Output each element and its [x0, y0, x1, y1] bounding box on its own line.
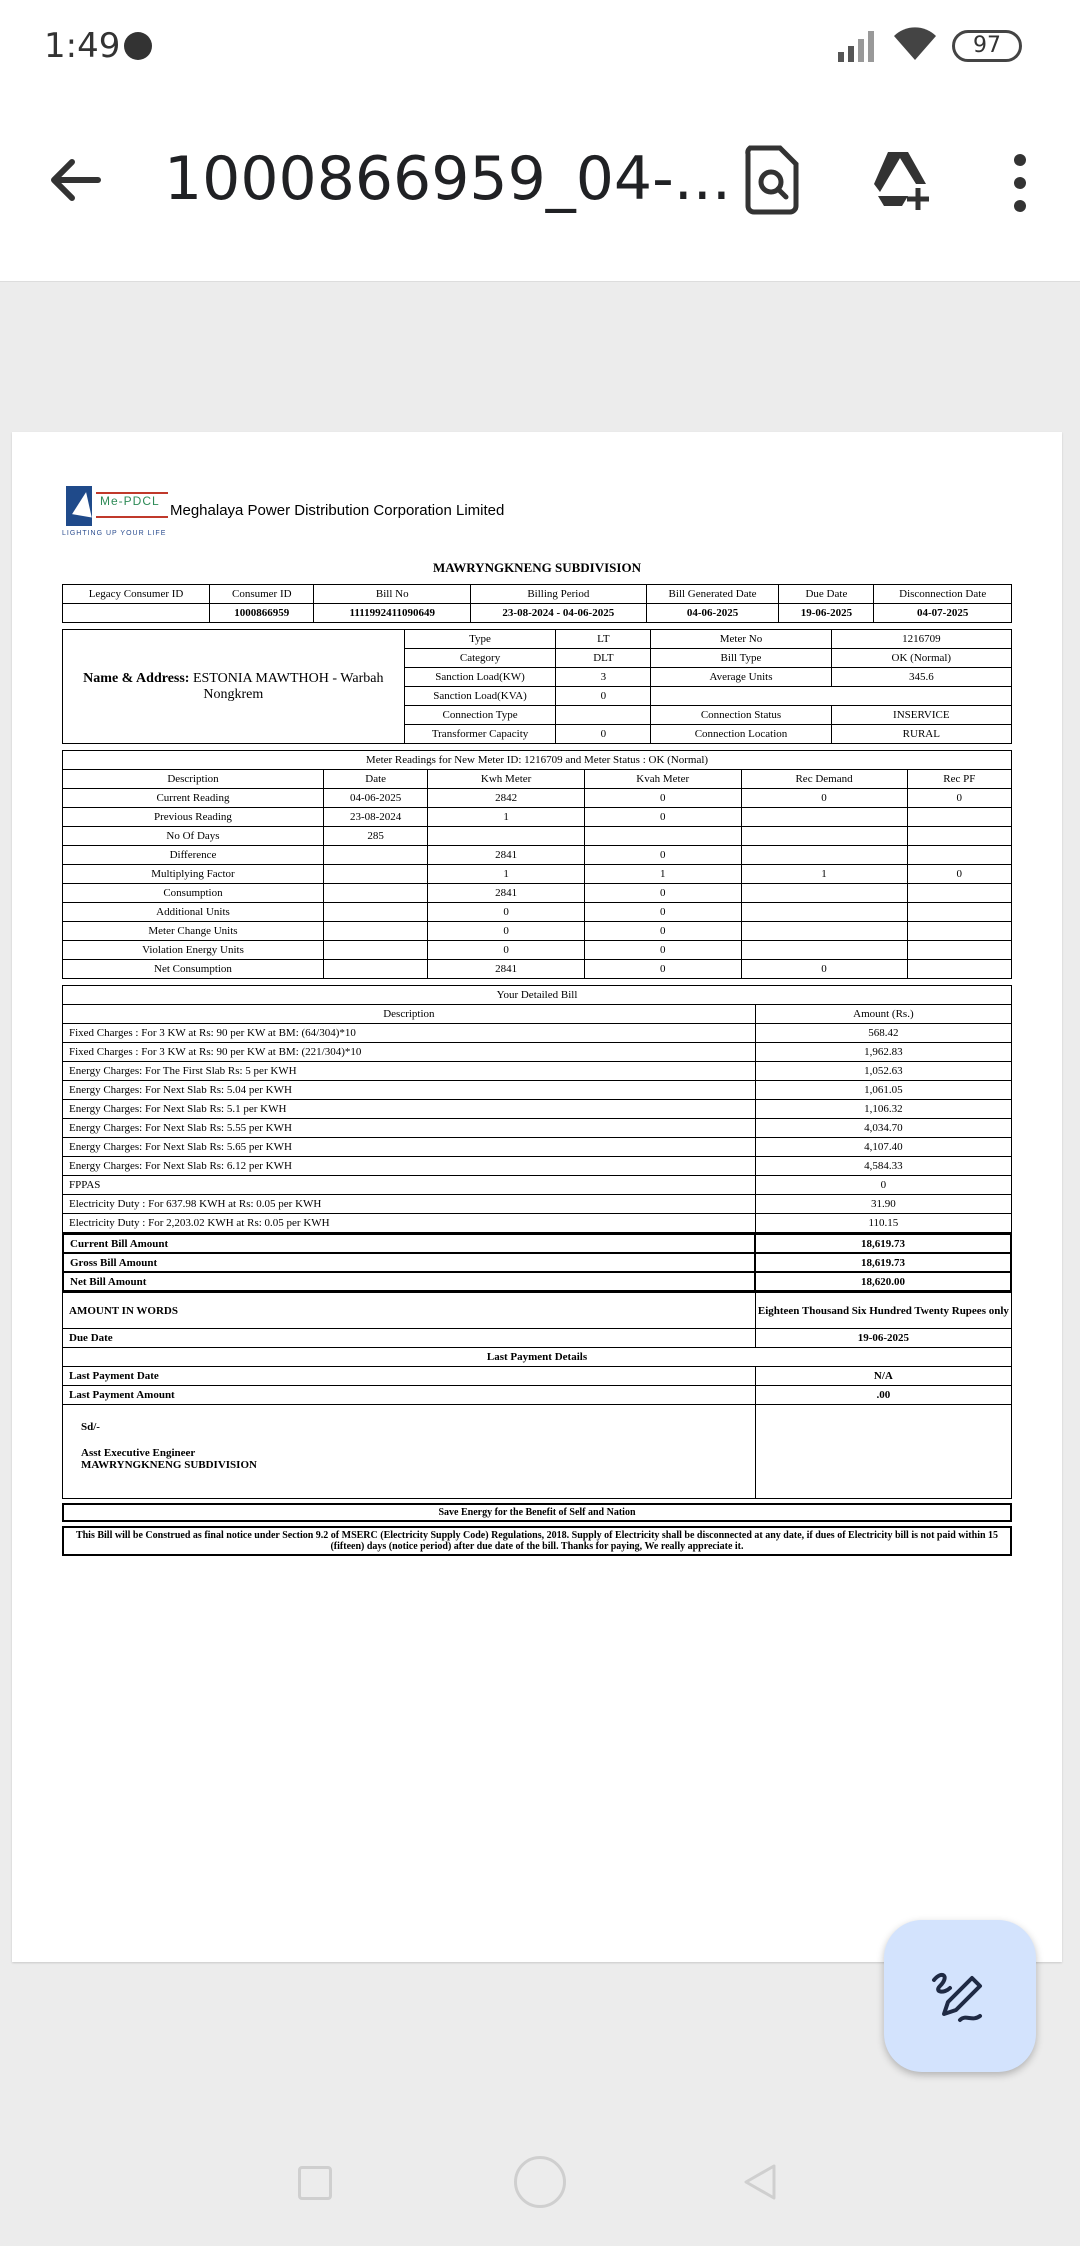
- due-date: 19-06-2025: [779, 604, 874, 623]
- detailed-bill-title: Your Detailed Bill: [63, 986, 1012, 1005]
- electricity-bill: [62, 486, 1012, 1556]
- column-header: Kwh Meter: [428, 770, 585, 789]
- header-label: Legacy Consumer ID: [63, 585, 210, 604]
- info-label: Connection Type: [404, 706, 556, 725]
- info-value: RURAL: [831, 725, 1011, 744]
- header-label: Bill Generated Date: [646, 585, 779, 604]
- recent-apps-button[interactable]: [298, 2166, 332, 2200]
- company-logo-icon: [66, 486, 92, 526]
- table-row: Difference 2841 0: [63, 846, 1012, 865]
- search-document-icon[interactable]: [740, 144, 804, 216]
- info-value: INSERVICE: [831, 706, 1011, 725]
- amount-in-words-value: Eighteen Thousand Six Hundred Twenty Rupees only: [755, 1293, 1011, 1329]
- signature-block: [63, 1405, 756, 1499]
- table-row: Meter Change Units 0 0: [63, 922, 1012, 941]
- info-value: DLT: [556, 649, 651, 668]
- header-label: Billing Period: [471, 585, 647, 604]
- status-bar: [0, 0, 1080, 92]
- info-label: Connection Location: [651, 725, 831, 744]
- company-name: Meghalaya Power Distribution Corporation Limited: [170, 502, 505, 519]
- info-value: [556, 706, 651, 725]
- header-label: Bill No: [314, 585, 471, 604]
- column-header: Amount (Rs.): [755, 1005, 1011, 1024]
- info-value: OK (Normal): [831, 649, 1011, 668]
- document-title: 1000866959_04-...: [164, 144, 731, 214]
- table-row: Net Consumption 2841 0 0: [63, 960, 1012, 979]
- billing-period: 23-08-2024 - 04-06-2025: [471, 604, 647, 623]
- logo-tagline: LIGHTING UP YOUR LIFE: [62, 530, 167, 537]
- nav-back-icon[interactable]: [740, 2162, 780, 2202]
- signature-title: Asst Executive Engineer: [81, 1447, 196, 1459]
- bill-header-table: [62, 584, 1012, 623]
- battery-level: 97: [973, 33, 1001, 58]
- table-row: Fixed Charges : For 3 KW at Rs: 90 per KW at BM: (221/304)*10 1,962.83: [63, 1043, 1012, 1062]
- home-button[interactable]: [514, 2156, 566, 2208]
- table-row: Previous Reading 23-08-2024 1 0: [63, 808, 1012, 827]
- net-bill-row: Net Bill Amount 18,620.00: [63, 1272, 1011, 1291]
- info-value: 1216709: [831, 630, 1011, 649]
- logo-text: Me-PDCL: [100, 494, 160, 508]
- table-row: Energy Charges: For The First Slab Rs: 5 per KWH 1,052.63: [63, 1062, 1012, 1081]
- more-options-icon[interactable]: [1000, 148, 1040, 218]
- consumer-info-table: [62, 629, 1012, 744]
- table-row: Multiplying Factor 1 1 1 0: [63, 865, 1012, 884]
- back-arrow-icon[interactable]: [44, 148, 108, 212]
- gross-bill-row: Gross Bill Amount 18,619.73: [63, 1253, 1011, 1272]
- info-label: Bill Type: [651, 649, 831, 668]
- status-time: 1:49: [44, 26, 121, 66]
- info-label: Meter No: [651, 630, 831, 649]
- info-label: Connection Status: [651, 706, 831, 725]
- table-row: Current Reading 04-06-2025 2842 0 0 0: [63, 789, 1012, 808]
- battery-icon: [952, 30, 1022, 62]
- header-label: Consumer ID: [210, 585, 314, 604]
- table-row: Electricity Duty : For 2,203.02 KWH at Rs: 0.05 per KWH 110.15: [63, 1214, 1012, 1233]
- add-to-drive-icon[interactable]: [866, 144, 934, 216]
- last-payment-date-label: Last Payment Date: [63, 1367, 756, 1386]
- current-bill-row: Current Bill Amount 18,619.73: [63, 1234, 1011, 1253]
- last-payment-amount-label: Last Payment Amount: [63, 1386, 756, 1405]
- info-label: Category: [404, 649, 556, 668]
- save-energy-note: Save Energy for the Benefit of Self and Nation: [62, 1503, 1012, 1522]
- column-header: Rec PF: [907, 770, 1011, 789]
- pdf-page: [12, 432, 1062, 1962]
- table-row: Electricity Duty : For 637.98 KWH at Rs: 0.05 per KWH 31.90: [63, 1195, 1012, 1214]
- wifi-icon: [892, 26, 938, 62]
- info-value: LT: [556, 630, 651, 649]
- payment-details-table: [62, 1292, 1012, 1499]
- column-header: Rec Demand: [741, 770, 907, 789]
- app-bar: [0, 92, 1080, 282]
- info-value: 0: [556, 687, 651, 706]
- header-label: Disconnection Date: [874, 585, 1012, 604]
- disconnection-date: 04-07-2025: [874, 604, 1012, 623]
- column-header: Date: [323, 770, 427, 789]
- signal-icon: [836, 28, 880, 62]
- table-row: Energy Charges: For Next Slab Rs: 6.12 per KWH 4,584.33: [63, 1157, 1012, 1176]
- column-header: Kvah Meter: [584, 770, 741, 789]
- table-row: Energy Charges: For Next Slab Rs: 5.65 per KWH 4,107.40: [63, 1138, 1012, 1157]
- amount-in-words-label: AMOUNT IN WORDS: [63, 1293, 756, 1329]
- info-label: Average Units: [651, 668, 831, 687]
- info-value: 345.6: [831, 668, 1011, 687]
- edit-fab-button[interactable]: [884, 1920, 1036, 2072]
- info-label: Sanction Load(KVA): [404, 687, 556, 706]
- consumer-id: 1000866959: [210, 604, 314, 623]
- signature-sd: Sd/-: [81, 1421, 100, 1433]
- name-address-cell: [63, 630, 405, 744]
- due-date-label: Due Date: [63, 1329, 756, 1348]
- bill-generated-date: 04-06-2025: [646, 604, 779, 623]
- info-label: Type: [404, 630, 556, 649]
- name-address-label: Name & Address:: [83, 670, 190, 686]
- name-address-value: ESTONIA MAWTHOH - Warbah Nongkrem: [192, 670, 384, 702]
- due-date-value: 19-06-2025: [755, 1329, 1011, 1348]
- meter-readings-table: [62, 750, 1012, 979]
- table-row: Fixed Charges : For 3 KW at Rs: 90 per KW at BM: (64/304)*10 568.42: [63, 1024, 1012, 1043]
- last-payment-amount-value: .00: [755, 1386, 1011, 1405]
- table-row: Violation Energy Units 0 0: [63, 941, 1012, 960]
- info-value: 0: [556, 725, 651, 744]
- table-row: Energy Charges: For Next Slab Rs: 5.04 per KWH 1,061.05: [63, 1081, 1012, 1100]
- bill-no: 1111992411090649: [314, 604, 471, 623]
- last-payment-date-value: N/A: [755, 1367, 1011, 1386]
- table-row: No Of Days 285: [63, 827, 1012, 846]
- info-label: Transformer Capacity: [404, 725, 556, 744]
- bill-header: [62, 486, 1012, 544]
- info-label: Sanction Load(KW): [404, 668, 556, 687]
- pen-edit-icon: [930, 1966, 990, 2026]
- table-row: Energy Charges: For Next Slab Rs: 5.1 per KWH 1,106.32: [63, 1100, 1012, 1119]
- notification-dot-icon: [124, 32, 152, 60]
- disconnection-notice: This Bill will be Construed as final notice under Section 9.2 of MSERC (Electricity Supply Code) Regulations, 2018. Supply of Electricity shall be disconnected at any date, if dues of Electricity bill is not paid within 15 (fifteen) days (notice period) after due date of the bill. Thanks for paying, We really appreciate it.: [62, 1526, 1012, 1556]
- subdivision-title: MAWRYNGKNENG SUBDIVISION: [433, 560, 641, 575]
- table-row: Additional Units 0 0: [63, 903, 1012, 922]
- column-header: Description: [63, 1005, 756, 1024]
- table-row: FPPAS 0: [63, 1176, 1012, 1195]
- meter-readings-title: Meter Readings for New Meter ID: 1216709 and Meter Status : OK (Normal): [63, 751, 1012, 770]
- info-value: 3: [556, 668, 651, 687]
- signature-office: MAWRYNGKNENG SUBDIVISION: [81, 1459, 257, 1471]
- bill-totals-table: [62, 1233, 1012, 1292]
- column-header: Description: [63, 770, 324, 789]
- legacy-consumer-id: [63, 604, 210, 623]
- header-label: Due Date: [779, 585, 874, 604]
- table-row: Consumption 2841 0: [63, 884, 1012, 903]
- last-payment-title: Last Payment Details: [63, 1348, 1012, 1367]
- table-row: Energy Charges: For Next Slab Rs: 5.55 per KWH 4,034.70: [63, 1119, 1012, 1138]
- detailed-bill-table: [62, 985, 1012, 1233]
